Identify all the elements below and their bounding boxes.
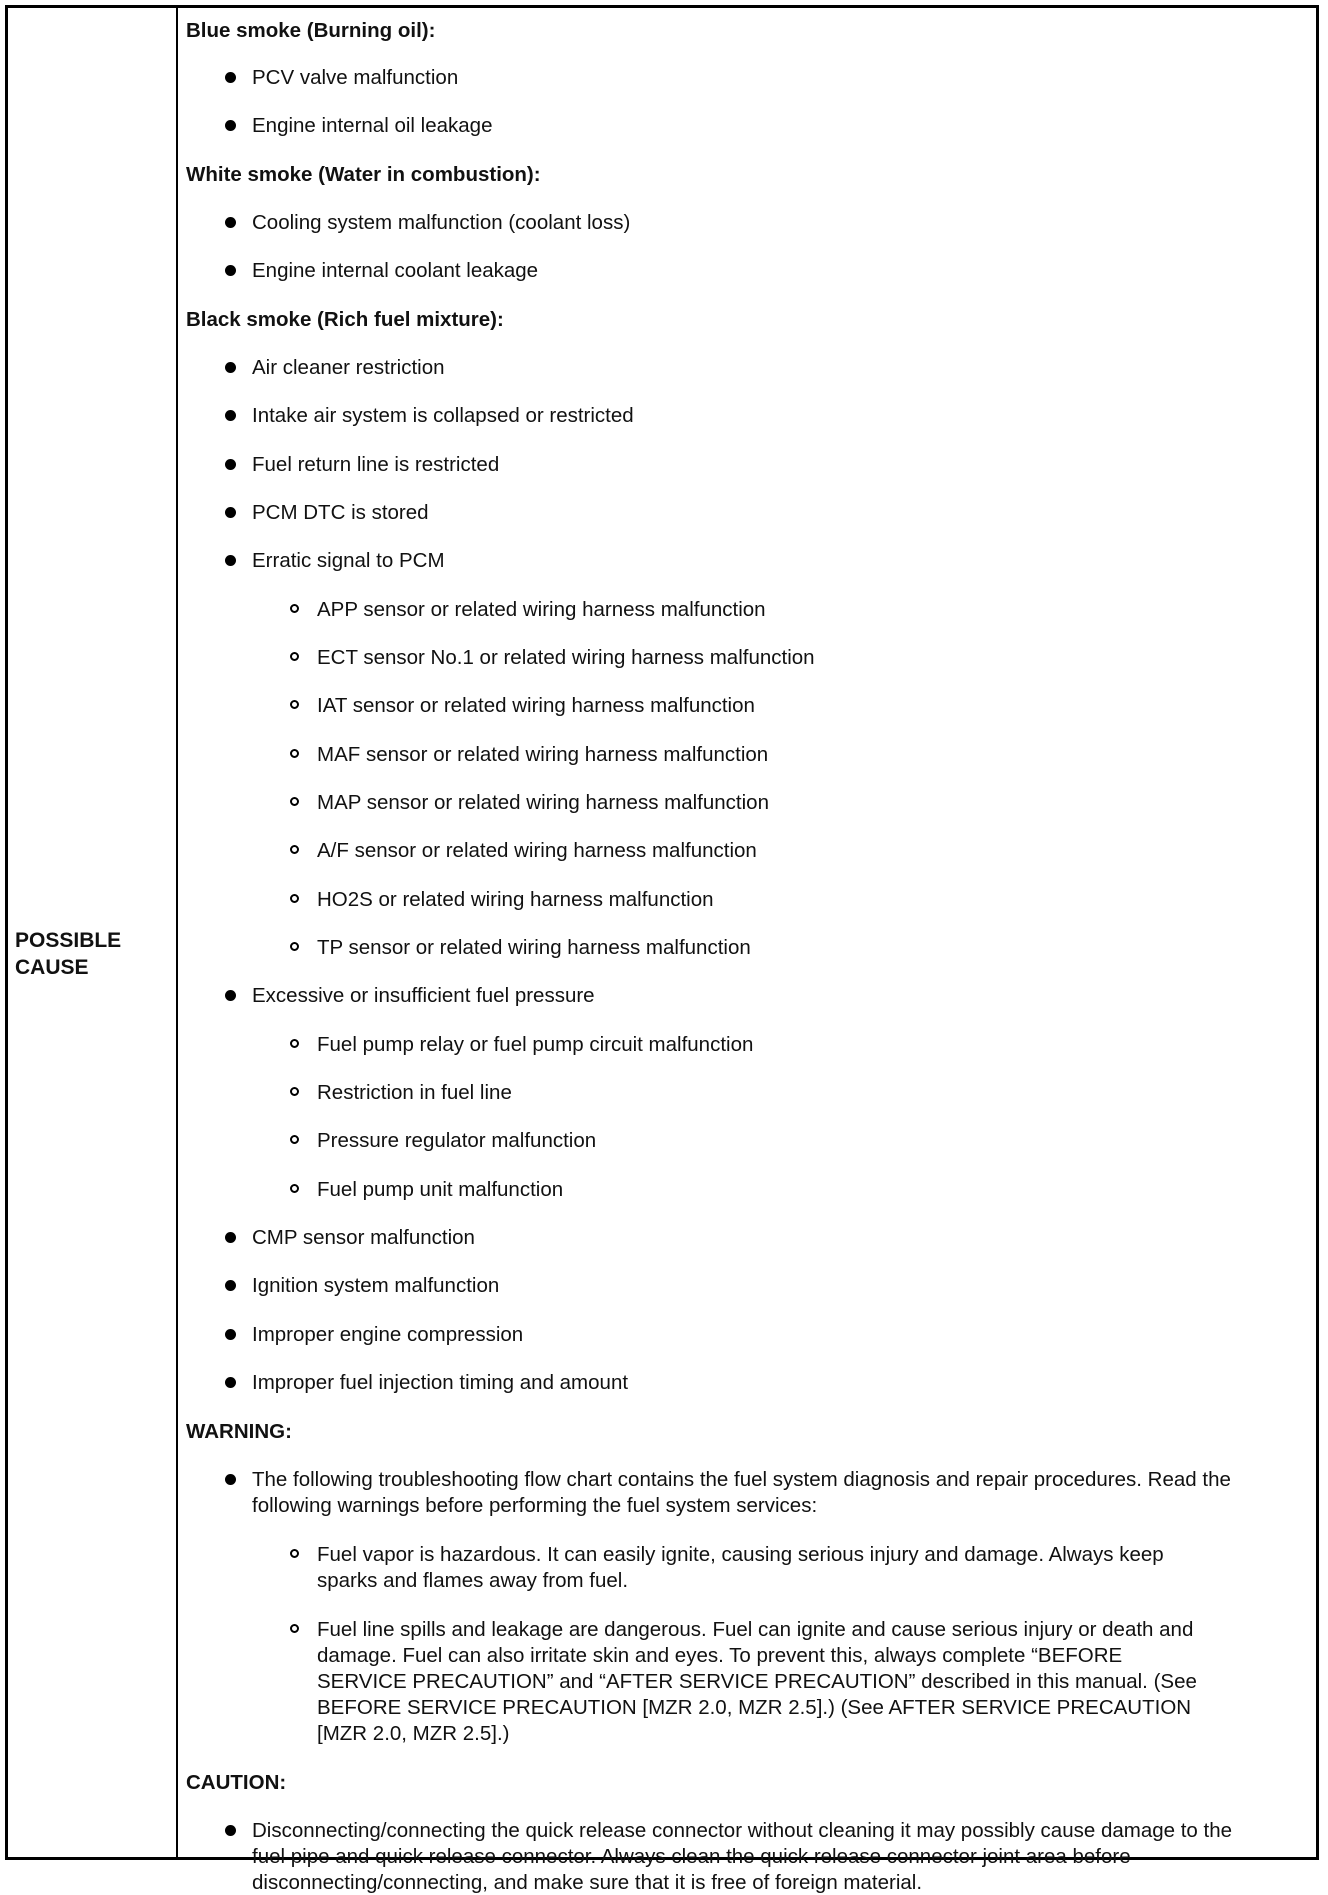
bullet-icon [225, 1329, 236, 1340]
bullet-icon [225, 459, 236, 470]
warning-sub-line: BEFORE SERVICE PRECAUTION [MZR 2.0, MZR 2.5].) (See AFTER SERVICE PRECAUTION [317, 1696, 1192, 1719]
list-item: Air cleaner restriction [252, 356, 445, 379]
sub-bullet-icon [290, 797, 299, 806]
section-heading-black-smoke: Black smoke (Rich fuel mixture): [186, 308, 504, 331]
list-item: PCM DTC is stored [252, 501, 429, 524]
sub-list-item: A/F sensor or related wiring harness malfunction [317, 839, 757, 862]
warning-heading: WARNING: [186, 1420, 292, 1443]
list-item: Ignition system malfunction [252, 1274, 500, 1297]
sub-bullet-icon [290, 1039, 299, 1048]
list-item: Fuel return line is restricted [252, 453, 500, 476]
bullet-icon [225, 265, 236, 276]
list-item: Intake air system is collapsed or restricted [252, 404, 634, 427]
warning-sub-line: Fuel vapor is hazardous. It can easily ignite, causing serious injury and damage. Always keep [317, 1543, 1164, 1566]
bullet-icon [225, 362, 236, 373]
cause-table [5, 5, 1319, 1894]
warning-sub-line: Fuel line spills and leakage are dangerous. Fuel can ignite and cause serious injury or death and [317, 1618, 1194, 1641]
sub-list-item: Fuel pump unit malfunction [317, 1178, 564, 1201]
list-item: Erratic signal to PCM [252, 549, 445, 572]
sub-list-item: TP sensor or related wiring harness malfunction [317, 936, 751, 959]
sub-bullet-icon [290, 845, 299, 854]
list-item: Improper engine compression [252, 1323, 524, 1346]
sub-list-item: MAP sensor or related wiring harness malfunction [317, 791, 769, 814]
warning-sub-line: damage. Fuel can also irritate skin and eyes. To prevent this, always complete “BEFORE [317, 1644, 1123, 1667]
bullet-icon [225, 72, 236, 83]
sub-list-item: Fuel pump relay or fuel pump circuit malfunction [317, 1033, 754, 1056]
sub-bullet-icon [290, 652, 299, 661]
sub-bullet-icon [290, 749, 299, 758]
warning-sub-line: SERVICE PRECAUTION” and “AFTER SERVICE PRECAUTION” described in this manual. (See [317, 1670, 1197, 1693]
sub-list-item: Restriction in fuel line [317, 1081, 512, 1104]
list-item: Cooling system malfunction (coolant loss) [252, 211, 631, 234]
bullet-icon [225, 1232, 236, 1243]
section-heading-white-smoke: White smoke (Water in combustion): [186, 163, 541, 186]
sub-bullet-icon [290, 1624, 299, 1633]
bullet-icon [225, 410, 236, 421]
caution-text-line: fuel pipe and quick release connector. Always clean the quick release connector joint area before [252, 1845, 1131, 1868]
caution-heading: CAUTION: [186, 1771, 287, 1794]
warning-sub-line: [MZR 2.0, MZR 2.5].) [317, 1722, 510, 1745]
sub-bullet-icon [290, 1549, 299, 1558]
warning-sub-line: sparks and flames away from fuel. [317, 1569, 629, 1592]
bullet-icon [225, 1474, 236, 1485]
column-divider [176, 8, 178, 1857]
list-item: Excessive or insufficient fuel pressure [252, 984, 595, 1007]
bullet-icon [225, 990, 236, 1001]
caution-text-line: Disconnecting/connecting the quick release connector without cleaning it may possibly cause damage to the [252, 1819, 1233, 1842]
bullet-icon [225, 1377, 236, 1388]
sub-list-item: IAT sensor or related wiring harness malfunction [317, 694, 755, 717]
list-item: Improper fuel injection timing and amount [252, 1371, 629, 1394]
sub-list-item: ECT sensor No.1 or related wiring harness malfunction [317, 646, 815, 669]
sub-bullet-icon [290, 1135, 299, 1144]
warning-text-line: The following troubleshooting flow chart contains the fuel system diagnosis and repair procedures. Read the [252, 1468, 1231, 1491]
sub-list-item: HO2S or related wiring harness malfunction [317, 888, 714, 911]
sub-bullet-icon [290, 942, 299, 951]
bullet-icon [225, 1825, 236, 1836]
list-item: Engine internal oil leakage [252, 114, 493, 137]
list-item: Engine internal coolant leakage [252, 259, 539, 282]
sub-bullet-icon [290, 700, 299, 709]
sub-list-item: Pressure regulator malfunction [317, 1129, 597, 1152]
list-item: PCV valve malfunction [252, 66, 459, 89]
bullet-icon [225, 555, 236, 566]
bullet-icon [225, 507, 236, 518]
sub-list-item: MAF sensor or related wiring harness malfunction [317, 743, 769, 766]
warning-text-line: following warnings before performing the fuel system services: [252, 1494, 818, 1517]
possible-cause-label: POSSIBLE CAUSE [15, 929, 122, 979]
list-item: CMP sensor malfunction [252, 1226, 475, 1249]
section-heading-blue-smoke: Blue smoke (Burning oil): [186, 19, 436, 42]
bullet-icon [225, 120, 236, 131]
bullet-icon [225, 1280, 236, 1291]
sub-bullet-icon [290, 1184, 299, 1193]
sub-bullet-icon [290, 1087, 299, 1096]
bullet-icon [225, 217, 236, 228]
sub-bullet-icon [290, 604, 299, 613]
sub-list-item: APP sensor or related wiring harness malfunction [317, 598, 766, 621]
sub-bullet-icon [290, 894, 299, 903]
caution-text-line: disconnecting/connecting, and make sure that it is free of foreign material. [252, 1871, 923, 1894]
